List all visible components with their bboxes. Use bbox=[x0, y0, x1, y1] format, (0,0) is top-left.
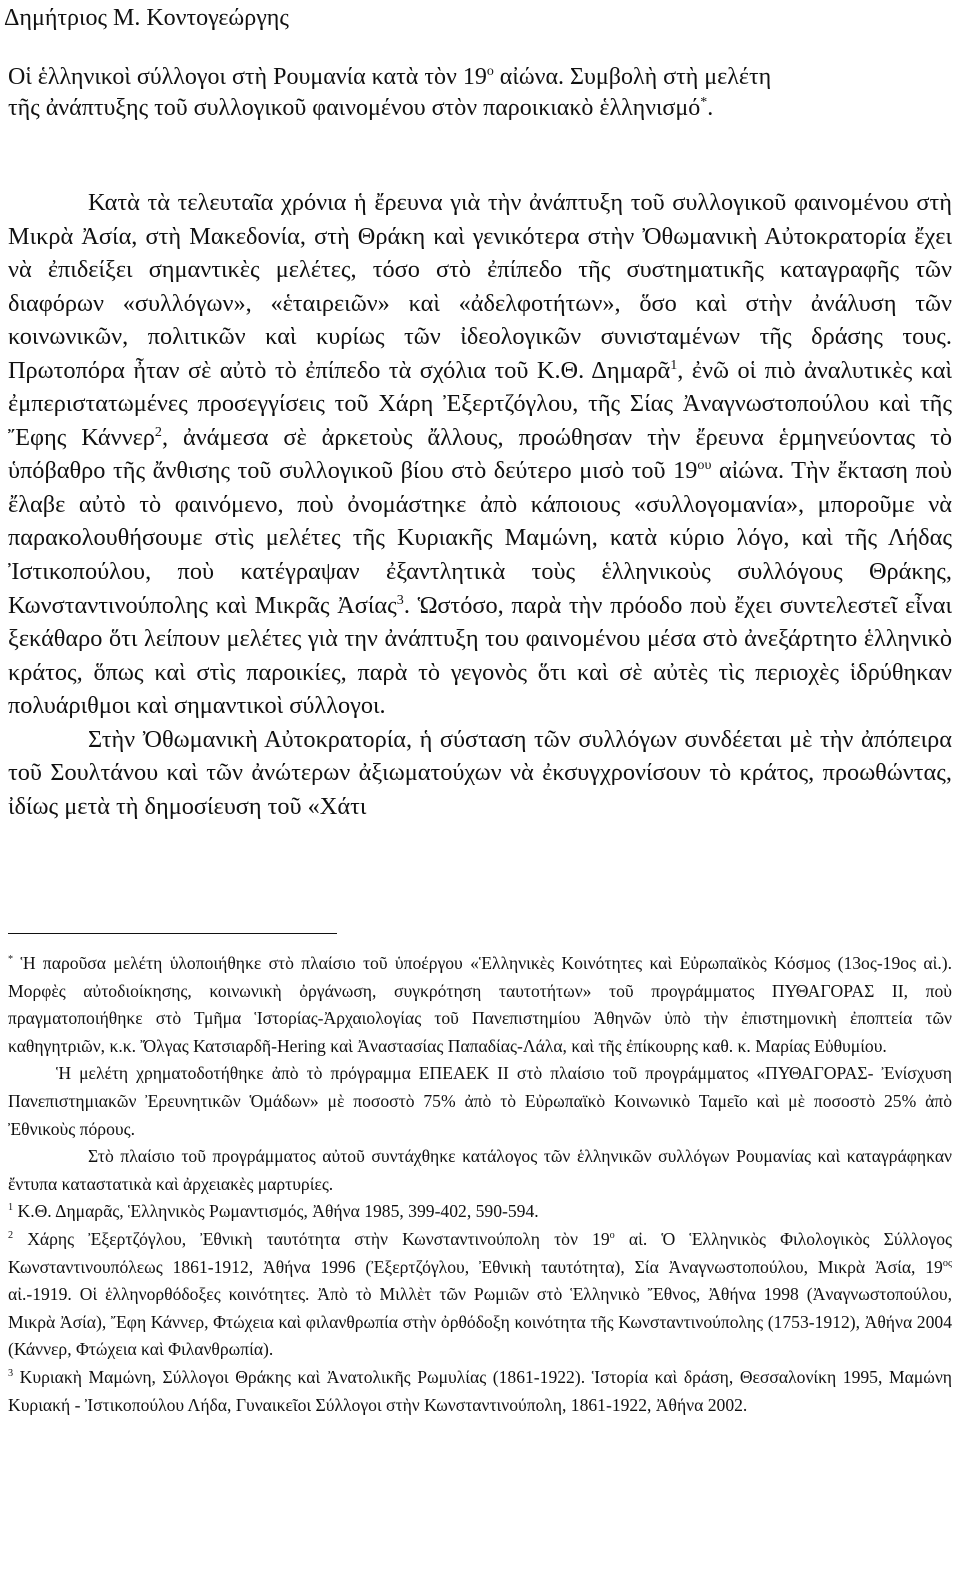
footnote-star-1 bbox=[8, 950, 952, 1060]
footnote-1 bbox=[8, 1198, 952, 1226]
footnote-1-text: Κ.Θ. Δημαρᾶς, Ἑλληνικὸς Ρωμαντισμός, Ἀθήνα 1985, 399-402, 590-594. bbox=[13, 1201, 539, 1222]
title-footnote-marker[interactable]: * bbox=[700, 95, 708, 110]
footnote-star-marker: * bbox=[8, 954, 14, 966]
title-line1-end: αἰώνα. Συμβολὴ στὴ μελέτη bbox=[493, 64, 772, 90]
footnote-3-marker: 3 bbox=[8, 1368, 14, 1380]
paragraph-1-text-a: Κατὰ τὰ τελευταῖα χρόνια ἡ ἔρευνα γιὰ τὴν ἀνάπτυξη τοῦ συλλογικοῦ φαινομένου στὴ Μικρὰ Ἀσία, στὴ Μακεδονία, στὴ Θράκη καὶ γενικότερα στὴν Ὀθωμανικὴ Αὐτοκρατορία ἔχει νὰ ἐπιδείξει σημαντικὲς μελέτες, τόσο στὸ ἐπίπεδο τῆς συστηματικῆς καταγραφῆς τῶν διαφόρων «συλλόγων», «ἑταιρειῶν» καὶ «ἀδελφοτήτων», ὅσο καὶ στὴν ἀνάλυση τῶν κοινωνικῶν, πολιτικῶν καὶ κυρίως τῶν ἰδεολογικῶν συνισταμένων τῆς δράσης τους. Πρωτοπόρα ἦταν σὲ αὐτὸ τὸ ἐπίπεδο τὰ σχόλια τοῦ Κ.Θ. Δημαρᾶ bbox=[8, 189, 952, 384]
title-century-superscript: ο bbox=[486, 64, 494, 79]
footnote-separator bbox=[8, 933, 337, 934]
footnote-2-superscript-a: ο bbox=[609, 1230, 615, 1242]
footnotes bbox=[8, 950, 952, 1419]
footnote-3-text: Κυριακὴ Μαμώνη, Σύλλογοι Θράκης καὶ Ἀνατολικῆς Ρωμυλίας (1861-1922). Ἱστορία καὶ δράση, Θεσσαλονίκη 1995, Μαμώνη Κυριακή - Ἰστικοπούλου Λήδα, Γυναικεῖοι Σύλλογοι στὴν Κωνσταντινούπολη, 1861-1922, Ἀθήνα 2002. bbox=[8, 1366, 952, 1415]
footnote-ref-2[interactable]: 2 bbox=[154, 423, 162, 440]
footnote-star-2: Ἡ μελέτη χρηματοδοτήθηκε ἀπὸ τὸ πρόγραμμα ΕΠΕΑΕΚ ΙΙ στὸ πλαίσιο τοῦ προγράμματος «ΠΥΘΑΓΟΡΑΣ- Ἐνίσχυση Πανεπιστημιακῶν Ἐρευνητικῶν Ὁμάδων» μὲ ποσοστὸ 75% ἀπὸ τὸ Εὐρωπαϊκὸ Κοινωνικὸ Ταμεῖο καὶ μὲ ποσοστὸ 25% ἀπὸ Ἐθνικοὺς πόρους. bbox=[8, 1063, 952, 1139]
paragraph-2: Στὴν Ὀθωμανικὴ Αὐτοκρατορία, ἡ σύσταση τῶν συλλόγων συνδέεται μὲ τὴν ἀπόπειρα τοῦ Σουλτάνου καὶ τῶν ἀνώτερων ἀξιωματούχων νὰ ἐκσυγχρονίσουν τὸ κράτος, προωθώντας, ἰδίως μετὰ τὴ δημοσίευση τοῦ «Χάτι bbox=[8, 725, 952, 820]
paragraph-1-text-e: . Ὡστόσο, παρὰ τὴν πρόοδο ποὺ ἔχει συντελεστεῖ εἶναι ξεκάθαρο ὅτι λείπουν μελέτες γιὰ την ἀνάπτυξη του φαινομένου μέσα στὸ ἀνεξάρτητο ἑλληνικὸ κράτος, ὅπως καὶ στὶς παροικίες, παρὰ τὸ γεγονὸς ὅτι καὶ σὲ αὐτὲς τὶς περιοχὲς ἱδρύθηκαν πολυάριθμοι καὶ σημαντικοὶ σύλλογοι. bbox=[8, 591, 952, 720]
title-line2: τῆς ἀνάπτυξης τοῦ συλλογικοῦ φαινομένου στὸν παροικιακὸ ἑλληνισμό bbox=[8, 95, 701, 121]
century-superscript: ου bbox=[697, 457, 712, 474]
article-title bbox=[8, 62, 956, 124]
title-line1-start: Οἱ ἑλληνικοὶ σύλλογοι στὴ Ρουμανία κατὰ τὸν 19 bbox=[8, 64, 487, 90]
paragraph-1-text-b: , ἐνῶ οἱ πιὸ ἀναλυτικὲς καὶ ἐμπεριστατωμένες προσεγγίσεις τοῦ Χάρη Ἐξερτζόγλου, τῆς Σίας Ἀναγνωστοπούλου καὶ τῆς Ἔφης Κάννερ bbox=[8, 356, 952, 451]
main-text bbox=[8, 186, 952, 823]
paragraph-1 bbox=[8, 186, 952, 723]
footnote-star-3: Στὸ πλαίσιο τοῦ προγράμματος αὐτοῦ συντάχθηκε κατάλογος τῶν ἑλληνικῶν συλλόγων Ρουμανίας καὶ καταγράφηκαν ἔντυπα καταστατικὰ καὶ ἀρχειακὲς μαρτυρίες. bbox=[8, 1146, 952, 1194]
paragraph-1-text-d: αἰώνα. Τὴν ἔκταση ποὺ ἔλαβε αὐτὸ τὸ φαινόμενο, ποὺ ὀνομάστηκε ἀπὸ κάποιους «συλλογομανία», μποροῦμε νὰ παρακολουθήσουμε στὶς μελέτες τῆς Κυριακῆς Μαμώνη, κατὰ κύριο λόγο, καὶ τῆς Λήδας Ἰστικοπούλου, ποὺ κατέγραψαν ἐξαντλητικὰ τοὺς ἑλληνικοὺς συλλόγους Θράκης, Κωνσταντινούπολης καὶ Μικρᾶς Ἀσίας bbox=[8, 457, 952, 619]
footnote-3 bbox=[8, 1364, 952, 1419]
footnote-ref-1[interactable]: 1 bbox=[670, 356, 678, 373]
footnote-star-1-text: Ἡ παροῦσα μελέτη ὑλοποιήθηκε στὸ πλαίσιο τοῦ ὑποέργου «Ἑλληνικὲς Κοινότητες καὶ Εὐρωπαϊκὸς Κόσμος (13ος-19ος αἰ.). Μορφὲς αὐτοδιοίκησης, κοινωνικὴ ὀργάνωση, συγκρότηση ταυτοτήτων» τοῦ προγράμματος ΠΥΘΑΓΟΡΑΣ ΙΙ, ποὺ πραγματοποιήθηκε στὸ Τμῆμα Ἱστορίας-Ἀρχαιολογίας τοῦ Πανεπιστημίου Ἀθηνῶν ὑπὸ τὴν ἐπιστημονικὴ ἐποπτεία τῶν καθηγητριῶν, κ.κ. Ὄλγας Κατσιαρδῆ-Hering καὶ Ἀναστασίας Παπαδίας-Λάλα, καὶ τῆς ἐπίκουρης καθ. κ. Μαρίας Εὐθυμίου. bbox=[8, 953, 952, 1056]
footnote-2-marker: 2 bbox=[8, 1230, 14, 1242]
footnote-1-marker: 1 bbox=[8, 1202, 14, 1214]
author-name: Δημήτριος Μ. Κοντογεώργης bbox=[4, 5, 289, 31]
paragraph-1-text-c: , ἀνάμεσα σὲ ἀρκετοὺς ἄλλους, προώθησαν τὴν ἔρευνα ἑρμηνεύοντας τὸ ὑπόβαθρο τῆς ἄνθισης τοῦ συλλογικοῦ βίου στὸ δεύτερο μισὸ τοῦ 19 bbox=[8, 423, 952, 485]
footnote-2-text-b: αἰ. Ὁ Ἑλληνικὸς Φιλολογικὸς Σύλλογος Κωνσταντινουπόλεως 1861-1912, Ἀθήνα 1996 (Ἐξερτζόγλου, Ἐθνικὴ ταυτότητα), Σία Ἀναγνωστοπούλου, Μικρὰ Ἀσία, 19 bbox=[8, 1228, 952, 1277]
footnote-2-text-a: Χάρης Ἐξερτζόγλου, Ἐθνικὴ ταυτότητα στὴν Κωνσταντινούπολη τὸν 19 bbox=[13, 1228, 610, 1249]
footnote-2 bbox=[8, 1226, 952, 1364]
footnote-2-superscript-b: ος bbox=[942, 1257, 952, 1269]
footnote-2-text-c: αἰ.-1919. Οἱ ἑλληνορθόδοξες κοινότητες. Ἀπὸ τὸ Μιλλὲτ τῶν Ρωμιῶν στὸ Ἑλληνικὸ Ἔθνος, Ἀθήνα 1998 (Ἀναγνωστοπούλου, Μικρὰ Ἀσία), Ἔφη Κάννερ, Φτώχεια καὶ φιλανθρωπία στὴν ὀρθόδοξη κοινότητα τῆς Κωνσταντινούπολης (1753-1912), Ἀθήνα 2004 (Κάννερ, Φτώχεια καὶ Φιλανθρωπία). bbox=[8, 1284, 952, 1360]
title-period: . bbox=[707, 95, 714, 121]
footnote-ref-3[interactable]: 3 bbox=[396, 591, 404, 608]
